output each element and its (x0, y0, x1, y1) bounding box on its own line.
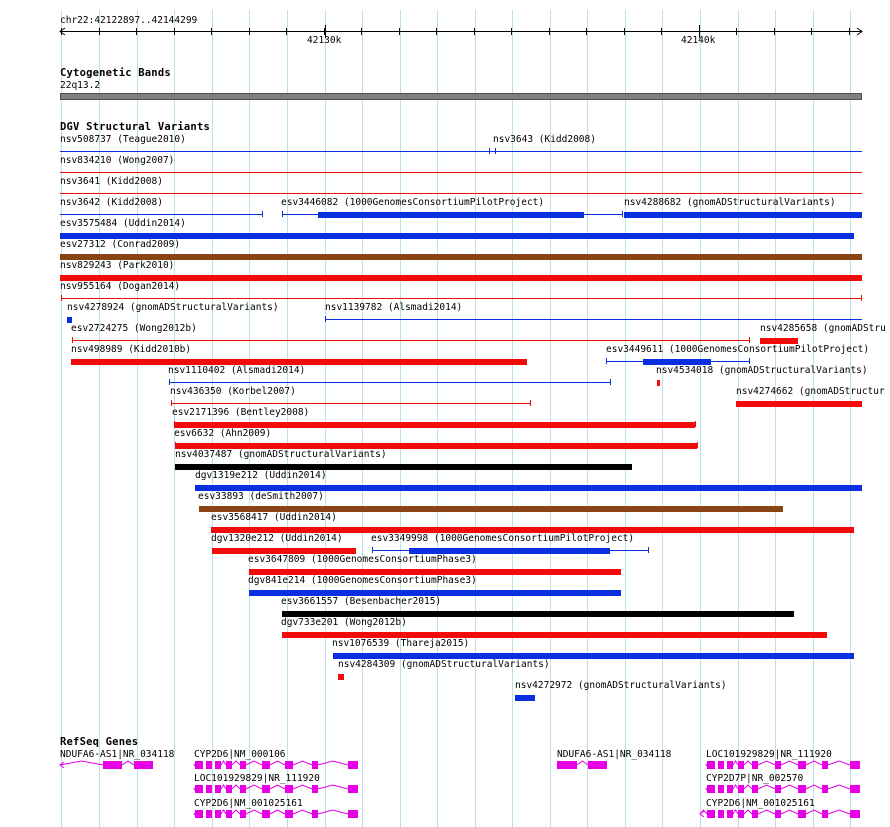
dgv-feature-line[interactable] (610, 550, 648, 551)
gene-exon (134, 761, 153, 769)
refseq-gene-model[interactable] (705, 760, 863, 770)
dgv-feature-label[interactable]: nsv4274662 (gnomADStructur (736, 386, 885, 397)
dgv-feature-label[interactable]: nsv3642 (Kidd2008) (60, 197, 163, 208)
refseq-gene-label[interactable]: NDUFA6-AS1|NR_034118 (60, 749, 175, 760)
dgv-feature-end-tick[interactable] (749, 358, 750, 364)
dgv-feature-line[interactable] (171, 403, 530, 404)
dgv-feature-label[interactable]: nsv834210 (Wong2007) (60, 155, 175, 166)
refseq-gene-label[interactable]: CYP2D6|NM_001025161 (706, 798, 815, 809)
gene-intron (60, 761, 134, 765)
dgv-feature-label[interactable]: esv3446082 (1000GenomesConsortiumPilotProject) (281, 197, 545, 208)
gene-exon (226, 810, 232, 818)
dgv-feature-label[interactable]: nsv508737 (Teague2010) (60, 134, 186, 145)
gene-exon (798, 785, 806, 793)
dgv-feature-label[interactable]: esv27312 (Conrad2009) (60, 239, 181, 250)
gene-exon (752, 761, 758, 769)
dgv-feature-bar[interactable] (318, 212, 584, 218)
gene-exon (195, 785, 203, 793)
ruler-tick-label-42130k: 42130k (307, 35, 342, 46)
refseq-gene-label[interactable]: CYP2D6|NM_000106 (194, 749, 286, 760)
gene-exon (215, 785, 221, 793)
dgv-feature-label[interactable]: nsv4534018 (gnomADStructuralVariants) (656, 365, 868, 376)
dgv-feature-label[interactable]: esv3575484 (Uddin2014) (60, 218, 186, 229)
gene-exon (312, 761, 318, 769)
cytoband-bar[interactable] (60, 93, 862, 100)
dgv-feature-label[interactable]: nsv1110402 (Alsmadi2014) (168, 365, 306, 376)
gene-exon (752, 810, 758, 818)
dgv-feature-end-tick[interactable] (495, 148, 496, 154)
gene-exon (822, 810, 828, 818)
gene-exon (738, 810, 744, 818)
gene-exon (588, 761, 607, 769)
dgv-feature-label[interactable]: esv3568417 (Uddin2014) (211, 512, 337, 523)
dgv-feature-line[interactable] (372, 550, 409, 551)
strand-arrow (700, 811, 704, 817)
dgv-feature-label[interactable]: esv3449611 (1000GenomesConsortiumPilotProject) (606, 344, 870, 355)
dgv-feature-label[interactable]: nsv1076539 (Thareja2015) (332, 638, 470, 649)
dgv-feature-line[interactable] (325, 319, 862, 320)
dgv-feature-label[interactable]: nsv4272972 (gnomADStructuralVariants) (515, 680, 727, 691)
gene-exon (557, 761, 577, 769)
gene-exon (822, 785, 828, 793)
dgv-feature-label[interactable]: esv3349998 (1000GenomesConsortiumPilotProject) (371, 533, 635, 544)
gene-exon (718, 785, 724, 793)
refseq-track-title: RefSeq Genes (60, 736, 139, 748)
gene-exon (348, 761, 358, 769)
dgv-feature-label[interactable]: dgv1319e212 (Uddin2014) (195, 470, 327, 481)
dgv-feature-end-tick[interactable] (695, 421, 696, 427)
gene-exon (727, 810, 733, 818)
gene-exon (348, 810, 358, 818)
gene-exon (850, 785, 860, 793)
gene-exon (798, 810, 806, 818)
gene-exon (285, 761, 293, 769)
refseq-gene-model[interactable] (705, 784, 863, 794)
refseq-gene-model[interactable] (556, 760, 609, 770)
dgv-feature-label[interactable]: nsv3641 (Kidd2008) (60, 176, 163, 187)
gene-exon (775, 785, 781, 793)
gene-exon (738, 761, 744, 769)
gene-exon (727, 761, 733, 769)
refseq-gene-model[interactable] (59, 760, 155, 770)
dgv-feature-end-tick[interactable] (749, 337, 750, 343)
dgv-track-title: DGV Structural Variants (60, 121, 210, 133)
dgv-feature-bar[interactable] (657, 380, 660, 386)
gene-exon (226, 785, 232, 793)
refseq-gene-model[interactable] (699, 809, 863, 819)
gene-exon (195, 810, 203, 818)
dgv-feature-line[interactable] (60, 214, 262, 215)
dgv-feature-line[interactable] (72, 340, 749, 341)
gene-exon (718, 761, 724, 769)
gene-exon (195, 761, 203, 769)
gene-exon (240, 785, 246, 793)
refseq-gene-label[interactable]: LOC101929829|NR_111920 (194, 773, 320, 784)
dgv-feature-bar[interactable] (60, 254, 862, 260)
gene-exon (262, 810, 270, 818)
gene-intron (733, 785, 850, 789)
gene-exon (727, 785, 733, 793)
dgv-feature-label[interactable]: nsv829243 (Park2010) (60, 260, 175, 271)
dgv-feature-bar[interactable] (60, 275, 862, 281)
cytoband-label: 22q13.2 (60, 80, 101, 91)
dgv-feature-end-tick[interactable] (262, 211, 263, 217)
gene-exon (226, 761, 232, 769)
gene-intron (577, 761, 588, 765)
gene-exon (738, 785, 744, 793)
dgv-feature-line[interactable] (606, 361, 643, 362)
dgv-feature-label[interactable]: esv6632 (Ahn2009) (174, 428, 272, 439)
gene-exon (262, 761, 270, 769)
gene-exon (752, 785, 758, 793)
gene-intron (733, 761, 850, 765)
gene-exon (775, 761, 781, 769)
dgv-feature-label[interactable]: esv3661557 (Besenbacher2015) (281, 596, 442, 607)
gene-exon (285, 785, 293, 793)
dgv-feature-label[interactable]: esv33893 (deSmith2007) (198, 491, 324, 502)
gene-exon (312, 810, 318, 818)
dgv-feature-label[interactable]: dgv841e214 (1000GenomesConsortiumPhase3) (248, 575, 477, 586)
gene-exon (707, 785, 715, 793)
dgv-feature-label[interactable]: nsv4278924 (gnomADStructuralVariants) (67, 302, 279, 313)
gene-exon (850, 761, 860, 769)
dgv-feature-label[interactable]: esv2724275 (Wong2012b) (71, 323, 197, 334)
dgv-feature-line[interactable] (60, 193, 862, 194)
dgv-feature-label[interactable]: nsv3643 (Kidd2008) (493, 134, 596, 145)
gene-exon (707, 761, 715, 769)
dgv-feature-line[interactable] (282, 214, 318, 215)
dgv-feature-bar[interactable] (736, 401, 862, 407)
refseq-gene-label[interactable]: LOC101929829|NR_111920 (706, 749, 832, 760)
ruler-tick-label-42140k: 42140k (681, 35, 716, 46)
refseq-gene-model[interactable] (193, 809, 359, 819)
gene-exon (215, 810, 221, 818)
dgv-feature-end-tick[interactable] (648, 547, 649, 553)
gene-exon (798, 761, 806, 769)
gene-exon (312, 785, 318, 793)
gene-exon (285, 810, 293, 818)
gene-exon (240, 810, 246, 818)
refseq-gene-model[interactable] (193, 784, 359, 794)
refseq-gene-label[interactable]: NDUFA6-AS1|NR_034118 (557, 749, 672, 760)
dgv-feature-label[interactable]: nsv498989 (Kidd2010b) (71, 344, 192, 355)
ruler-scale[interactable] (0, 0, 890, 50)
dgv-feature-label[interactable]: dgv733e201 (Wong2012b) (281, 617, 407, 628)
dgv-feature-label[interactable]: nsv955164 (Dogan2014) (60, 281, 181, 292)
gene-exon (707, 810, 715, 818)
refseq-gene-model[interactable] (193, 760, 359, 770)
dgv-feature-end-tick[interactable] (610, 379, 611, 385)
dgv-feature-label[interactable]: nsv1139782 (Alsmadi2014) (325, 302, 463, 313)
dgv-feature-label[interactable]: nsv4037487 (gnomADStructuralVariants) (175, 449, 387, 460)
gene-exon (240, 761, 246, 769)
gene-exon (103, 761, 122, 769)
dgv-feature-line[interactable] (584, 214, 622, 215)
gene-exon (262, 785, 270, 793)
dgv-feature-label[interactable]: nsv4288682 (gnomADStructuralVariants) (624, 197, 836, 208)
dgv-feature-line[interactable] (711, 361, 749, 362)
refseq-gene-label[interactable]: CYP2D6|NM_001025161 (194, 798, 303, 809)
refseq-gene-label[interactable]: CYP2D7P|NR_002570 (706, 773, 804, 784)
dgv-feature-bar[interactable] (515, 695, 535, 701)
dgv-feature-label[interactable]: nsv436350 (Korbel2007) (170, 386, 296, 397)
dgv-feature-label[interactable]: dgv1320e212 (Uddin2014) (211, 533, 343, 544)
dgv-feature-label[interactable]: nsv4285658 (gnomADStru (760, 323, 886, 334)
gene-exon (206, 761, 212, 769)
dgv-feature-line[interactable] (61, 298, 862, 299)
dgv-feature-line[interactable] (60, 172, 862, 173)
dgv-feature-bar[interactable] (624, 212, 862, 218)
gene-exon (850, 810, 860, 818)
location-label: chr22:42122897..42144299 (60, 15, 198, 26)
dgv-feature-bar[interactable] (338, 674, 344, 680)
cytoband-track-title: Cytogenetic Bands (60, 67, 171, 79)
dgv-feature-line[interactable] (169, 382, 610, 383)
dgv-feature-label[interactable]: esv2171396 (Bentley2008) (172, 407, 310, 418)
dgv-feature-end-tick[interactable] (530, 400, 531, 406)
gene-exon (822, 761, 828, 769)
gene-exon (215, 761, 221, 769)
gene-exon (775, 810, 781, 818)
gene-exon (348, 785, 358, 793)
dgv-feature-end-tick[interactable] (861, 295, 862, 301)
gene-exon (206, 810, 212, 818)
gene-exon (206, 785, 212, 793)
dgv-feature-end-tick[interactable] (697, 442, 698, 448)
dgv-feature-end-tick[interactable] (622, 211, 623, 217)
gene-exon (718, 810, 724, 818)
dgv-feature-label[interactable]: nsv4284309 (gnomADStructuralVariants) (338, 659, 550, 670)
dgv-feature-line[interactable] (60, 151, 862, 152)
dgv-feature-label[interactable]: esv3647809 (1000GenomesConsortiumPhase3) (248, 554, 477, 565)
